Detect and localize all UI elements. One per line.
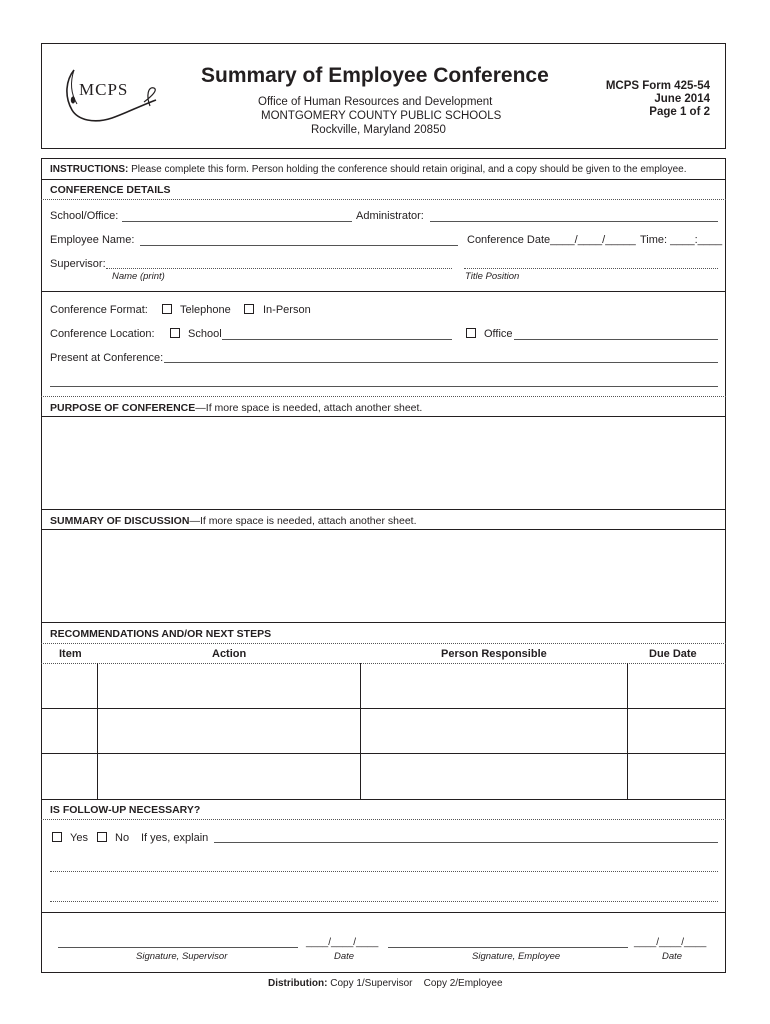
present-at-conference-label: Present at Conference:	[50, 352, 164, 364]
telephone-checkbox[interactable]	[162, 304, 172, 314]
supervisor-signature-field[interactable]	[58, 947, 298, 948]
office-location: Rockville, Maryland 20850	[311, 124, 446, 136]
title-position-caption: Title Position	[465, 271, 520, 282]
school-office-label: School/Office:	[50, 210, 119, 222]
supervisor-name-field[interactable]	[106, 268, 452, 269]
instructions	[50, 164, 686, 175]
followup-explain-field-3[interactable]	[50, 901, 718, 902]
school-checkbox[interactable]	[170, 328, 180, 338]
supervisor-label: Supervisor:	[50, 258, 106, 270]
table-row[interactable]	[42, 664, 725, 707]
conference-date-field[interactable]: Conference Date____/____/_____	[467, 234, 636, 246]
supervisor-date-field[interactable]: ____/____/____	[306, 937, 379, 948]
followup-yes-checkbox[interactable]	[52, 832, 62, 842]
followup-no-checkbox[interactable]	[97, 832, 107, 842]
signature-employee-caption: Signature, Employee	[472, 951, 561, 962]
distribution-label: Distribution:	[268, 978, 328, 989]
in-person-checkbox[interactable]	[244, 304, 254, 314]
table-row[interactable]	[42, 709, 725, 752]
followup-no-label: No	[115, 832, 130, 844]
purpose-title: PURPOSE OF CONFERENCE	[50, 402, 196, 414]
school-label: School	[188, 328, 222, 340]
date-caption-2: Date	[662, 951, 683, 962]
summary-heading	[50, 515, 417, 527]
name-print-caption: Name (print)	[112, 271, 165, 282]
followup-yes-label: Yes	[70, 832, 88, 844]
instructions-label: INSTRUCTIONS:	[50, 164, 129, 175]
purpose-heading	[50, 402, 422, 414]
followup-explain-label: If yes, explain	[141, 832, 209, 844]
form-date: June 2014	[654, 93, 710, 105]
in-person-label: In-Person	[263, 304, 311, 316]
employee-name-label: Employee Name:	[50, 234, 135, 246]
employee-date-field[interactable]: ____/____/____	[634, 937, 707, 948]
conference-location-label: Conference Location:	[50, 328, 155, 340]
time-field[interactable]: Time: ____:____	[640, 234, 723, 246]
administrator-field[interactable]	[430, 221, 718, 222]
distribution-text: Copy 1/Supervisor Copy 2/Employee	[330, 978, 503, 989]
employee-name-field[interactable]	[140, 245, 458, 246]
form-title: Summary of Employee Conference	[201, 64, 549, 87]
conference-details-heading: CONFERENCE DETAILS	[50, 184, 171, 196]
followup-explain-field[interactable]	[214, 842, 718, 843]
column-item: Item	[59, 648, 82, 660]
date-caption-1: Date	[334, 951, 355, 962]
followup-explain-field-2[interactable]	[50, 871, 718, 872]
administrator-label: Administrator:	[356, 210, 424, 222]
employee-signature-field[interactable]	[388, 947, 628, 948]
office-checkbox[interactable]	[466, 328, 476, 338]
school-location-field[interactable]	[222, 339, 452, 340]
distribution-footer	[268, 978, 503, 989]
present-at-conference-field-2[interactable]	[50, 386, 718, 387]
form-number: MCPS Form 425-54	[605, 80, 710, 92]
supervisor-title-field[interactable]	[464, 268, 718, 269]
telephone-label: Telephone	[180, 304, 231, 316]
column-due-date: Due Date	[649, 648, 697, 660]
purpose-textarea[interactable]	[42, 417, 725, 508]
signature-supervisor-caption: Signature, Supervisor	[136, 951, 228, 962]
recommendations-heading: RECOMMENDATIONS AND/OR NEXT STEPS	[50, 628, 272, 640]
summary-textarea[interactable]	[42, 530, 725, 621]
conference-format-label: Conference Format:	[50, 304, 148, 316]
instructions-text: Please complete this form. Person holding the conference should retain original, and a copy should be given to the employee.	[131, 164, 687, 175]
present-at-conference-field[interactable]	[164, 362, 718, 363]
office-label: Office	[484, 328, 513, 340]
office-location-field[interactable]	[514, 339, 718, 340]
column-action: Action	[212, 648, 247, 660]
table-row[interactable]	[42, 754, 725, 798]
summary-title: SUMMARY OF DISCUSSION	[50, 515, 190, 527]
office-name: Office of Human Resources and Development	[258, 96, 493, 108]
logo-text: MCPS	[79, 80, 129, 99]
summary-note: —If more space is needed, attach another sheet.	[189, 515, 417, 527]
purpose-note: —If more space is needed, attach another sheet.	[195, 402, 423, 414]
page-number: Page 1 of 2	[649, 106, 710, 118]
followup-heading: IS FOLLOW-UP NECESSARY?	[50, 804, 201, 816]
school-office-field[interactable]	[122, 221, 352, 222]
column-person-responsible: Person Responsible	[441, 648, 547, 660]
school-system-name: MONTGOMERY COUNTY PUBLIC SCHOOLS	[261, 110, 502, 122]
